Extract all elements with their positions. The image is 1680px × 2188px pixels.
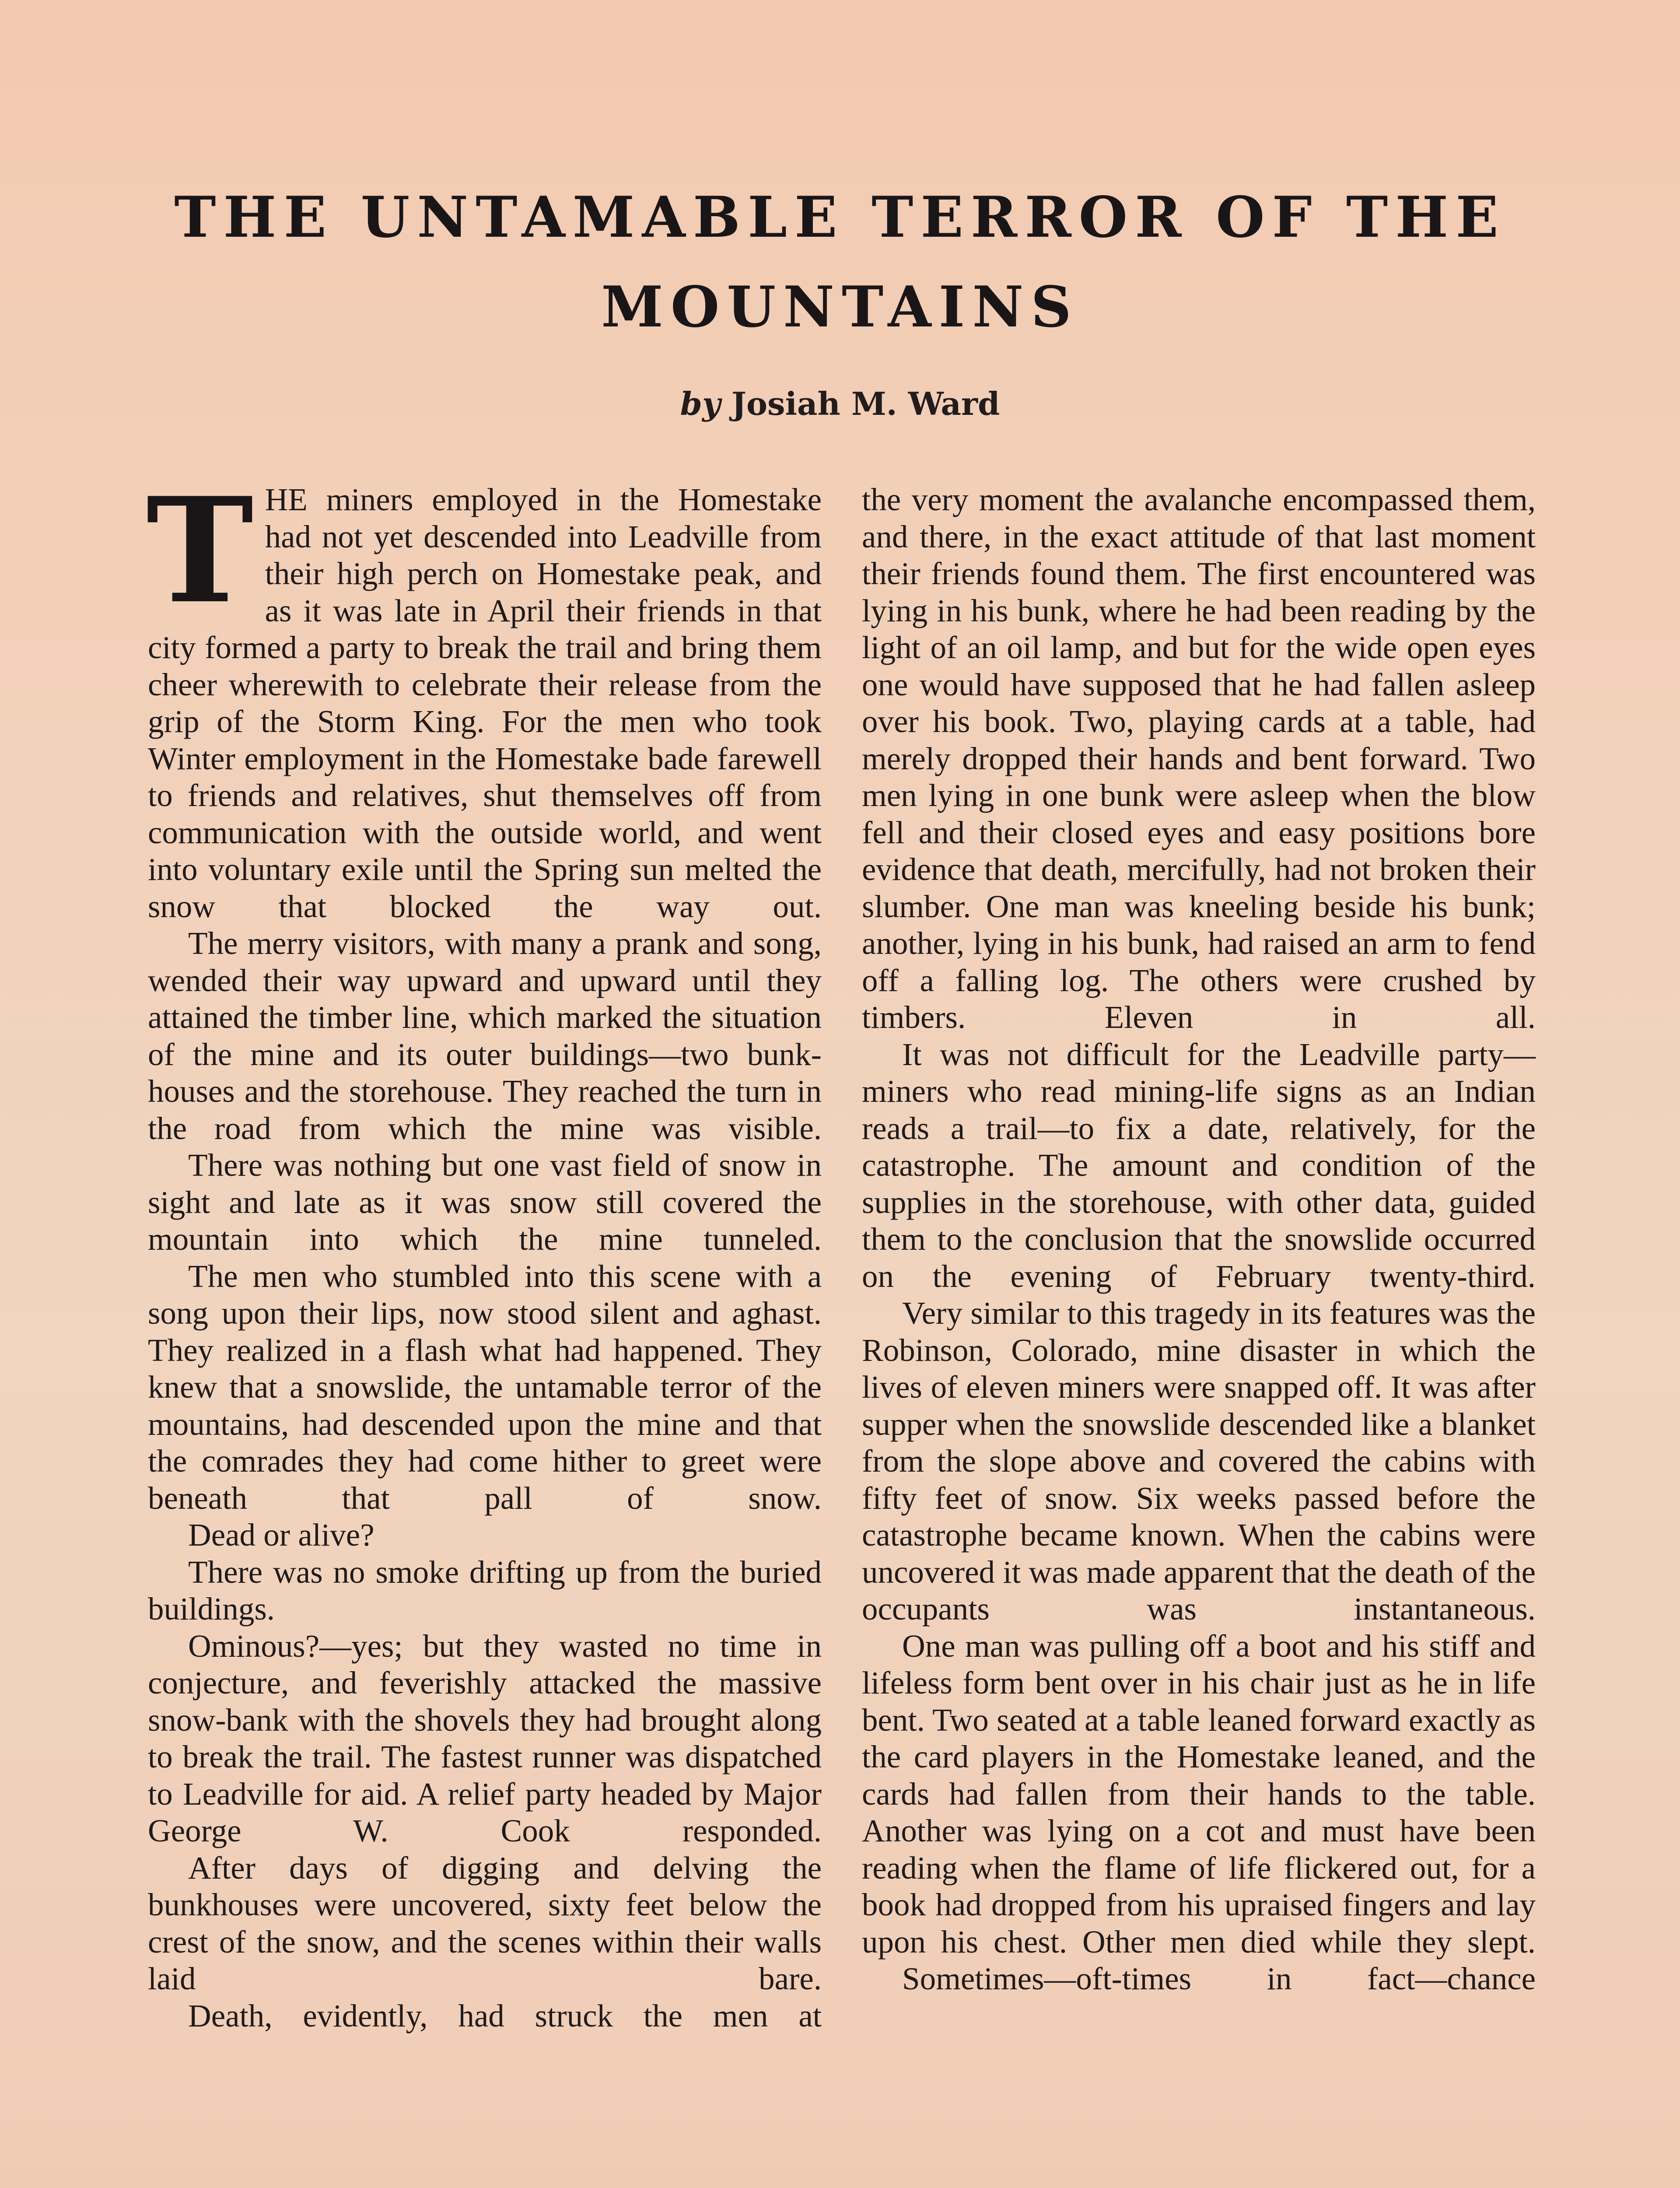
paragraph: Sometimes—oft-times in fact—chance bbox=[902, 1961, 1536, 1996]
byline-prefix: by bbox=[680, 385, 721, 422]
paragraph: Ominous?—yes; but they wasted no time in conjecture, and feverishly attacked the massive snow-bank with the shovels they had brought along to break the trail. The fastest runner was dispatched to Leadville for aid. A relief party headed by Major George W. Cook responded. bbox=[148, 1628, 822, 1848]
drop-cap: T bbox=[146, 466, 254, 635]
title-line-1: THE UNTAMABLE TERROR OF THE bbox=[174, 185, 1506, 250]
paragraph: Very similar to this tragedy in its features was the Robinson, Colorado, mine disaster in which the lives of eleven miners were snapped off. It was after supper when the snowslide descended like a blanket from the slope above and covered the cabins with fifty feet of snow. Six weeks passed before the catastrophe became known. When the cabins were uncovered it was made apparent that the death of the occupants was instantaneous. bbox=[862, 1295, 1536, 1627]
paragraph: Death, evidently, had struck the men at bbox=[188, 1998, 822, 2034]
right-column bbox=[862, 481, 1536, 1998]
paragraph: Dead or alive? bbox=[188, 1517, 374, 1553]
paragraph: It was not difficult for the Leadville party—miners who read mining-life signs as an Indian reads a trail—to fix a date, relatively, for the catastrophe. The amount and condition of the supplies in the storehouse, with other data, guided them to the conclusion that the snowslide occurred on the evening of February twenty-third. bbox=[862, 1036, 1536, 1294]
paragraph: There was nothing but one vast field of snow in sight and late as it was snow still covered the mountain into which the mine tunneled. bbox=[148, 1147, 822, 1257]
left-column bbox=[146, 466, 822, 2034]
paragraph: One man was pulling off a boot and his stiff and lifeless form bent over in his chair just as he in life bent. Two seated at a table leaned forward exactly as the card players in the Homestake leaned, and the cards had fallen from their hands to the table. Another was lying on a cot and must have been reading when the flame of life flickered out, for a book had dropped from his upraised fingers and lay upon his chest. Other men died while they slept. bbox=[862, 1628, 1536, 1960]
byline bbox=[131, 385, 1549, 422]
article-title bbox=[131, 173, 1549, 352]
paragraph: The merry visitors, with many a prank and song, wended their way upward and upward until they attained the timber line, which marked the situation of the mine and its outer buildings—two bunk-houses and the storehouse. They reached the turn in the road from which the mine was visible. bbox=[148, 926, 822, 1146]
paragraph: After days of digging and delving the bunkhouses were uncovered, sixty feet below the crest of the snow, and the scenes within their walls laid bare. bbox=[148, 1850, 822, 1996]
paragraph: There was no smoke drifting up from the buried buildings. bbox=[148, 1554, 822, 1627]
paragraph bbox=[146, 466, 822, 925]
author-name: Josiah M. Ward bbox=[731, 385, 1000, 422]
paragraph: the very moment the avalanche encompassed them, and there, in the exact attitude of that last moment their friends found them. The first encountered was lying in his bunk, where he had been reading by the light of an oil lamp, and but for the wide open eyes one would have supposed that he had fallen asleep over his book. Two, playing cards at a table, had merely dropped their hands and bent forward. Two men lying in one bunk were asleep when the blow fell and their closed eyes and easy positions bore evidence that death, mercifully, had not broken their slumber. One man was kneeling beside his bunk; another, lying in his bunk, had raised an arm to fend off a falling log. The others were crushed by timbers. Eleven in all. bbox=[862, 482, 1536, 1035]
paragraph: The men who stumbled into this scene with a song upon their lips, now stood silent and aghast. They realized in a flash what had happened. They knew that a snowslide, the untamable terror of the mountains, had descended upon the mine and that the comrades they had come hither to greet were beneath that pall of snow. bbox=[148, 1258, 822, 1516]
title-line-2: MOUNTAINS bbox=[601, 274, 1079, 340]
paragraph-text: HE miners employed in the Homestake had not yet descended into Leadville from their high perch on Homestake peak, and as it was late in April their friends in that city formed a party to break the trail and bring them cheer wherewith to celebrate their release from the grip of the Storm King. For the men who took Winter employment in the Homestake bade farewell to friends and relatives, shut themselves off from communication with the outside world, and went into voluntary exile until the Spring sun melted the snow that blocked the way out. bbox=[148, 482, 822, 924]
